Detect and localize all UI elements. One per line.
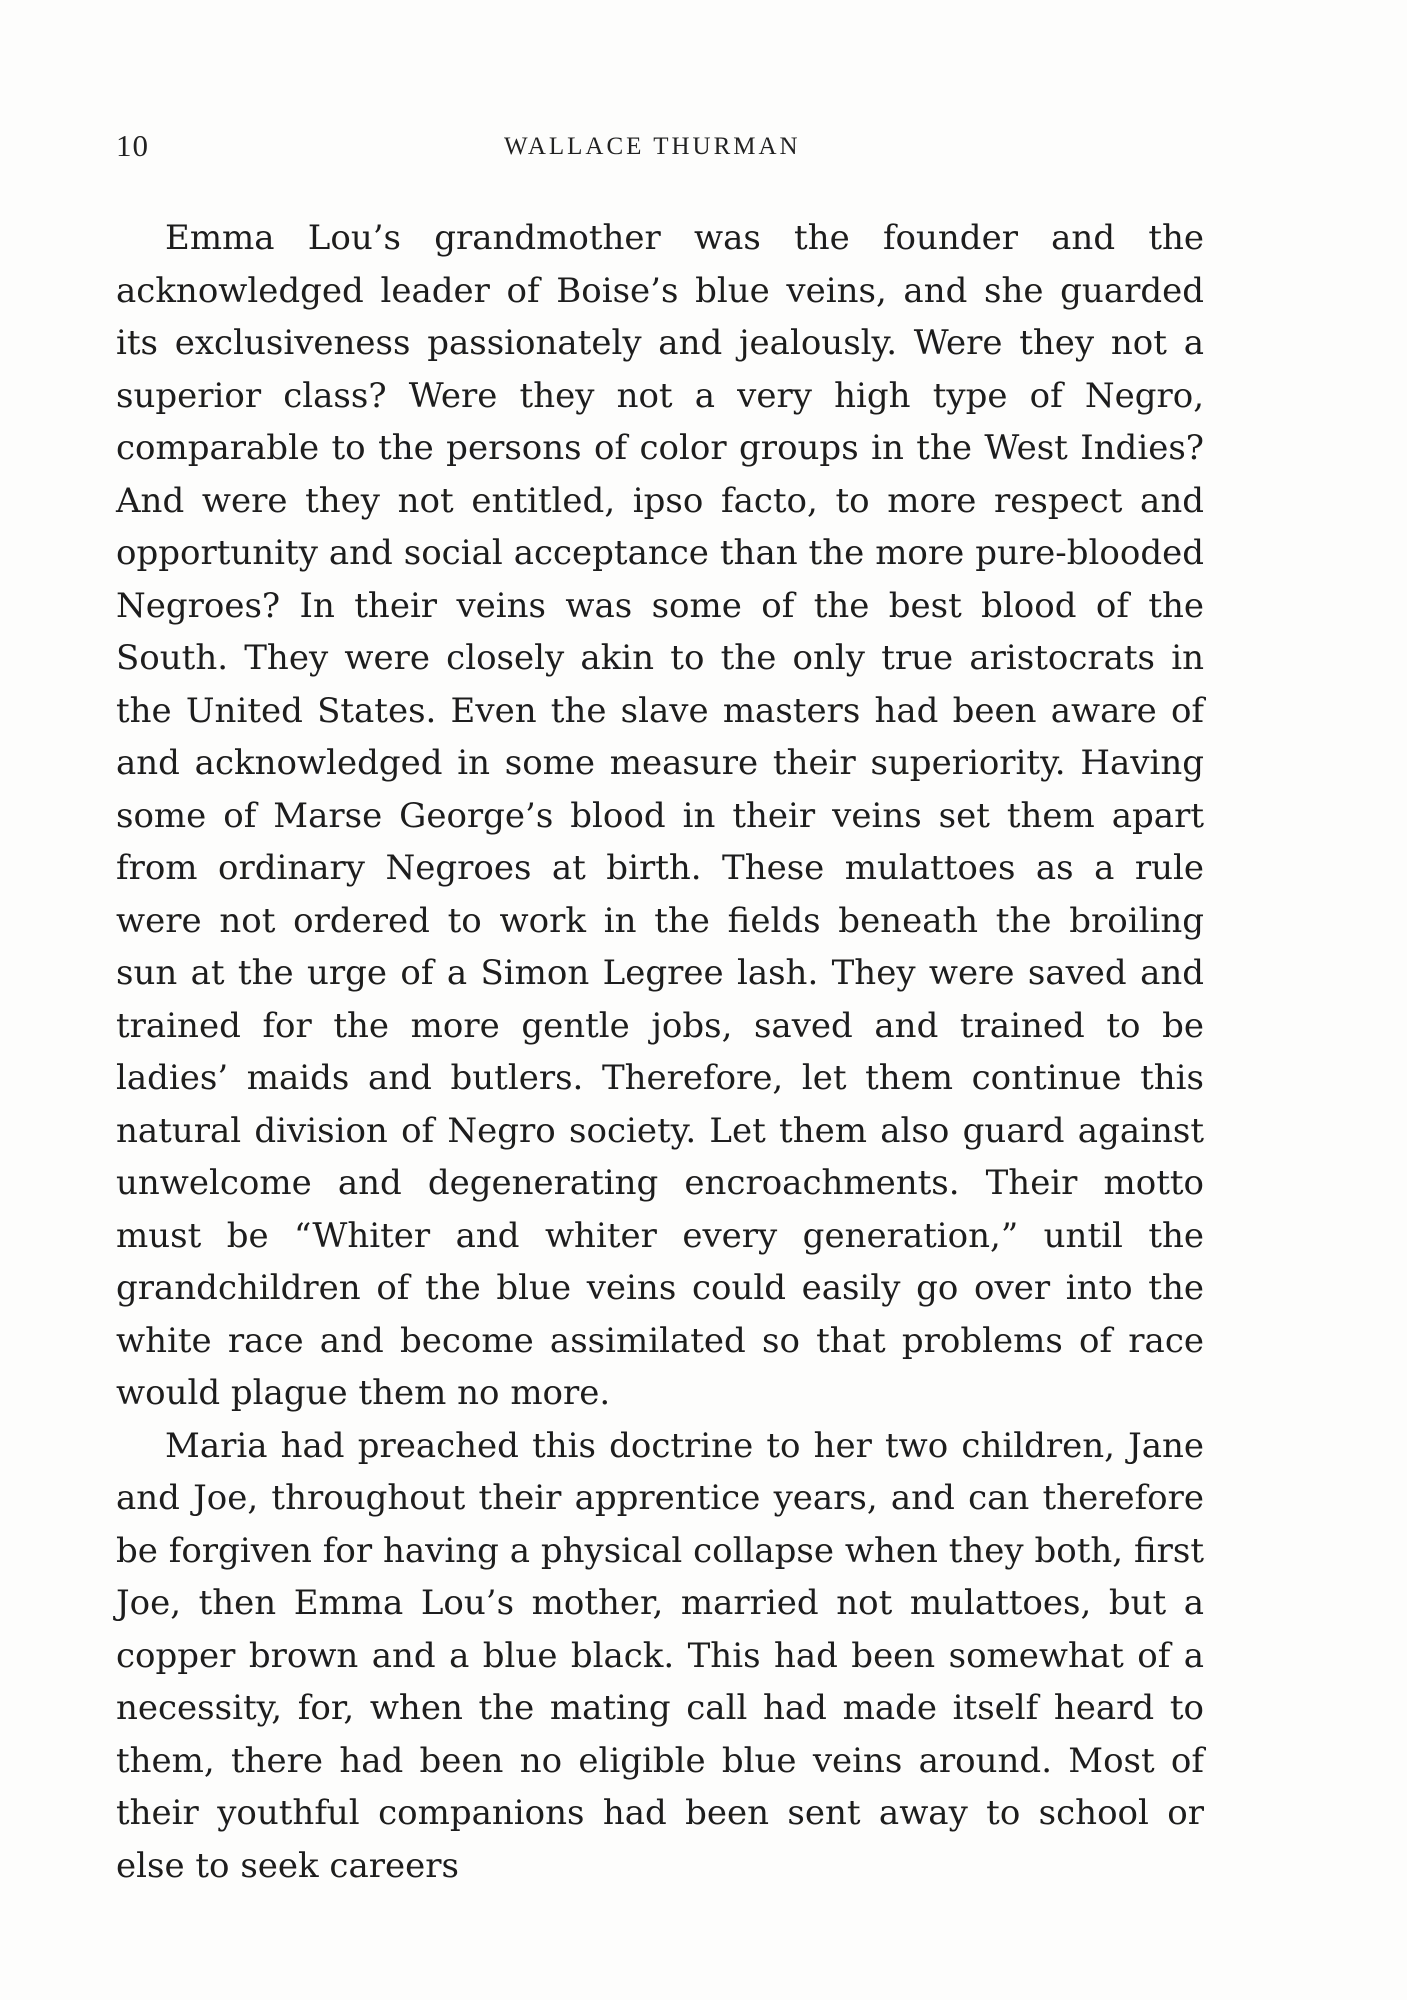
running-head <box>116 128 1206 168</box>
page-number: 10 <box>116 128 149 163</box>
paragraph: Maria had preached this doctrine to her two children, Jane and Joe, throughout their apprentice years, and can therefore be forgiven for having a physical collapse when they both, first Joe, then Emma Lou’s mother, married not mulattoes, but a copper brown and a blue black. This had been somewhat of a necessity, for, when the mating call had made itself heard to them, there had been no eligible blue veins around. Most of their youthful companions had been sent away to school or else to seek careers <box>116 1425 1204 1886</box>
paragraph: Emma Lou’s grandmother was the founder and the acknowledged leader of Boise’s blue veins, and she guarded its exclusiveness passionately and jealously. Were they not a superior class? Were they not a very high type of Negro, comparable to the persons of color groups in the West Indies? And were they not entitled, ipso facto, to more respect and opportunity and social acceptance than the more pure-blooded Negroes? In their veins was some of the best blood of the South. They were closely akin to the only true aristocrats in the United States. Even the slave masters had been aware of and acknowledged in some measure their superiority. Having some of Marse George’s blood in their veins set them apart from ordinary Negroes at birth. These mulattoes as a rule were not ordered to work in the fields beneath the broiling sun at the urge of a Simon Legree lash. They were saved and trained for the more gentle jobs, saved and trained to be ladies’ maids and butlers. Therefore, let them continue this natural division of Negro society. Let them also guard against unwelcome and degenerating encroachments. Their motto must be “Whiter and whiter every generation,” until the grandchildren of the blue veins could easily go over into the white race and become assimilated so that problems of race would plague them no more. <box>116 218 1204 1413</box>
running-title: WALLACE THURMAN <box>504 133 801 160</box>
body-text <box>116 212 1204 1892</box>
